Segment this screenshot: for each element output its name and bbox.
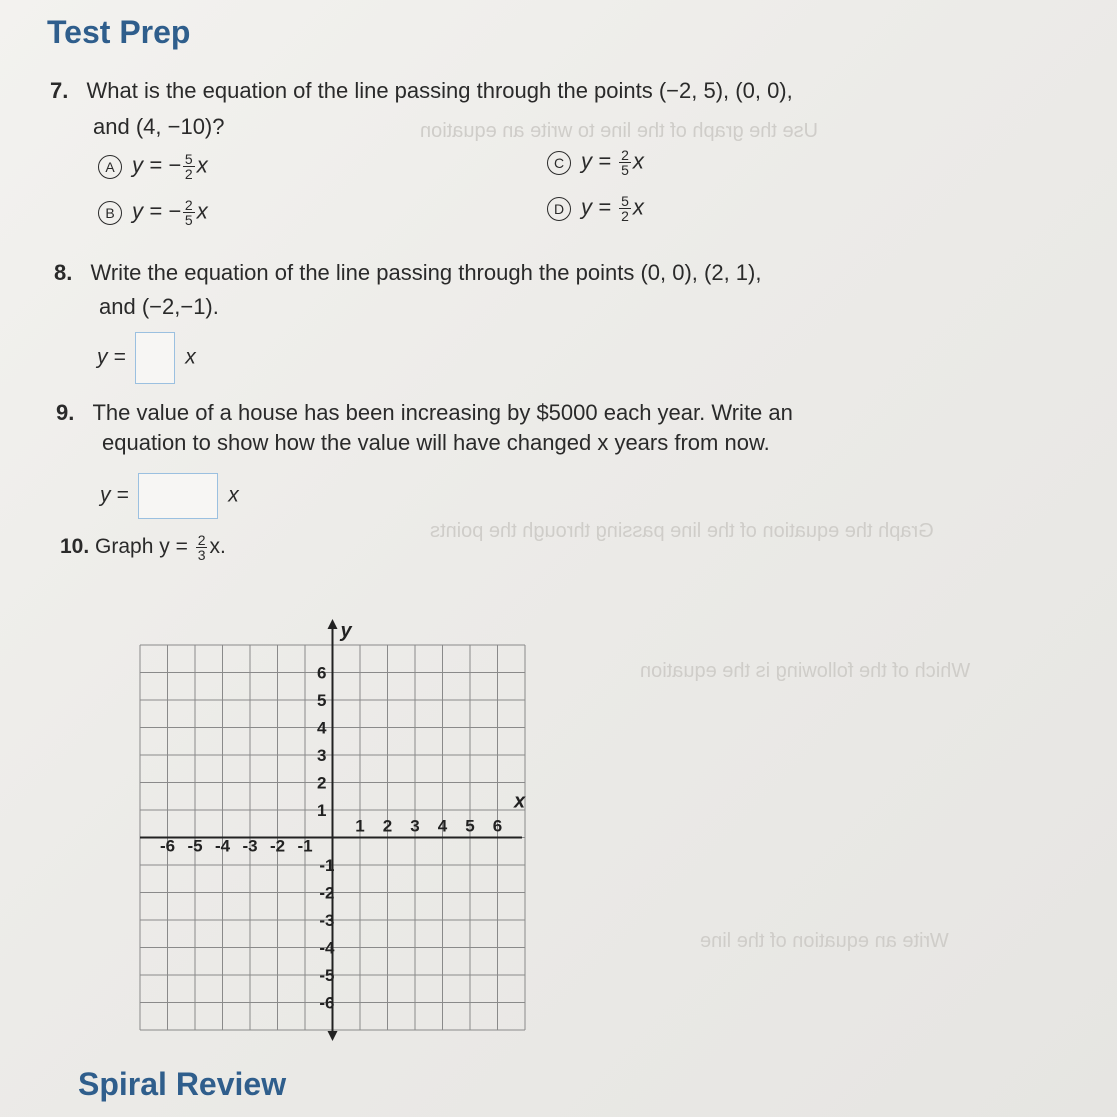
fraction: $\frac{2}{3}$	[197, 532, 206, 563]
question-number: 10.	[60, 535, 90, 559]
bleed-text: Graph the equation of the line passing through the points	[430, 520, 934, 542]
answer-suffix: x	[185, 345, 196, 369]
y-axis-arrow-down	[328, 1031, 338, 1041]
question-text-continued: and (4, −10)?	[93, 114, 225, 139]
x-tick-label: -1	[297, 836, 313, 856]
y-tick-label: 3	[317, 746, 327, 765]
x-tick-label: 5	[465, 816, 475, 836]
choice-c[interactable]: C y = $\frac{2}{5}$ x	[547, 148, 644, 177]
y-tick-label: 6	[317, 663, 327, 683]
x-tick-label: 2	[382, 816, 393, 836]
choice-letter: B	[98, 201, 122, 225]
y-tick-label: -1	[319, 856, 335, 875]
answer-prefix: y =	[100, 483, 129, 507]
fraction: $\frac{5}{2}$	[184, 151, 193, 182]
y-tick-label: 5	[317, 691, 327, 710]
y-tick-label: 1	[317, 801, 327, 820]
spiral-review-title: Spiral Review	[78, 1066, 287, 1102]
choice-a[interactable]: A y = − $\frac{5}{2}$ x	[98, 152, 208, 181]
answer-line-9	[100, 473, 239, 519]
x-tick-label: 3	[410, 816, 420, 836]
x-tick-label: -6	[159, 836, 176, 856]
question-9	[56, 396, 793, 430]
y-tick-label: -3	[319, 911, 335, 930]
x-axis-label: x	[514, 790, 526, 813]
x-tick-label: -4	[214, 836, 231, 856]
coordinate-grid[interactable]	[110, 615, 540, 1045]
y-axis-label: y	[340, 620, 352, 642]
x-tick-label: 6	[492, 816, 503, 836]
answer-box[interactable]	[135, 332, 175, 384]
y-tick-label: -6	[319, 993, 335, 1013]
question-text: What is the equation of the line passing through the points (−2, 5), (0, 0),	[86, 78, 793, 103]
y-tick-label: -4	[319, 938, 335, 958]
question-text-continued: and (−2,−1).	[99, 294, 219, 319]
choice-expression: y = −	[132, 152, 181, 178]
question-number: 7.	[50, 78, 69, 103]
choice-letter: D	[547, 197, 571, 221]
answer-line-8	[97, 332, 196, 384]
answer-prefix: y =	[97, 345, 126, 369]
choice-expression: y =	[581, 194, 618, 220]
choice-d[interactable]: D y = $\frac{5}{2}$ x	[547, 194, 644, 223]
fraction: $\frac{2}{5}$	[621, 147, 629, 178]
question-number: 8.	[54, 260, 73, 285]
fraction: $\frac{2}{5}$	[184, 197, 193, 228]
choice-b[interactable]: B y = − $\frac{2}{5}$ x	[98, 198, 208, 227]
question-text: The value of a house has been increasing by $5000 each year. Write an	[92, 400, 793, 425]
question-text-continued: equation to show how the value will have changed x years from now.	[102, 430, 770, 455]
fraction: $\frac{5}{2}$	[621, 193, 629, 224]
y-tick-label: -5	[319, 966, 335, 985]
question-text: Write the equation of the line passing through the points (0, 0), (2, 1),	[90, 260, 762, 285]
question-text: Graph y =	[95, 535, 194, 559]
x-tick-label: 4	[437, 816, 448, 836]
choice-letter: C	[547, 151, 571, 175]
bleed-text: Use the graph of the line to write an equation	[420, 120, 819, 142]
bleed-text: Write an equation of the line	[700, 930, 949, 952]
answer-box[interactable]	[138, 473, 218, 519]
x-tick-label: -5	[187, 836, 203, 856]
question-number: 9.	[56, 400, 75, 425]
y-tick-label: 4	[317, 718, 327, 738]
bleed-text: Which of the following is the equation	[640, 660, 971, 682]
question-10: 10. Graph y = $\frac{2}{3}$ x.	[60, 532, 226, 563]
x-tick-label: -2	[269, 836, 286, 856]
choice-expression: y = −	[132, 198, 181, 224]
x-tick-label: -3	[242, 836, 258, 856]
y-tick-label: 2	[317, 773, 327, 793]
question-8	[54, 256, 761, 290]
question-7	[50, 74, 793, 108]
section-title: Test Prep	[47, 14, 191, 50]
y-axis-arrow-up	[328, 619, 338, 629]
answer-suffix: x	[228, 483, 239, 507]
choice-expression: y =	[581, 148, 618, 174]
y-tick-label: -2	[319, 883, 335, 903]
choice-letter: A	[98, 155, 122, 179]
x-tick-label: 1	[355, 816, 365, 836]
